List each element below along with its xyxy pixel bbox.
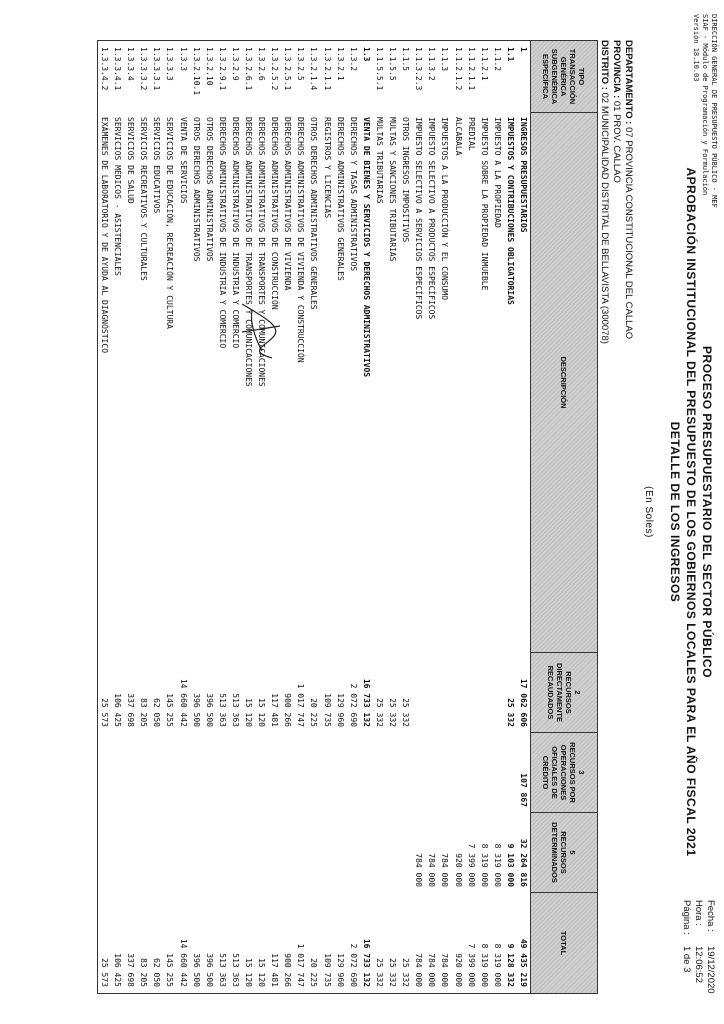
table-row — [373, 41, 386, 993]
row-c5 — [334, 813, 347, 893]
row-code: 1.3.3.3.1 — [152, 47, 162, 91]
distrito-label: DISTRITO : — [599, 40, 610, 90]
row-c2: 129 960 — [335, 693, 345, 727]
col-header-c3-label: RECURSOS POR OPERACIONES OFICIALES DE CRÉDITO — [541, 742, 578, 803]
col-header-code: TIPO TRANSACCIÓN GENÉRICA SUBGENÉRICA ESPECÍFICA — [531, 41, 597, 113]
row-c5 — [386, 813, 399, 893]
table-row — [360, 41, 373, 993]
col-header-c5-label: RECURSOS DETERMINADOS — [550, 822, 569, 883]
row-c5 — [255, 813, 268, 893]
row-description: IMPUESTO A LA PROPIEDAD — [492, 117, 502, 228]
row-c2: 337 698 — [126, 693, 136, 727]
row-code: 1.3.2.1.4 — [309, 47, 319, 91]
row-c5 — [150, 813, 163, 893]
row-c3 — [399, 733, 412, 813]
income-table — [97, 40, 598, 994]
row-description: IMPUESTOS A LA PRODUCCIÓN Y EL CONSUMO — [440, 117, 450, 301]
table-row — [294, 41, 307, 993]
row-total: 109 735 — [322, 953, 332, 987]
col-header-c3-num: 3 — [577, 770, 587, 775]
row-description: IMPUESTOS Y CONTRIBUCIONES OBLIGATORIAS — [505, 117, 515, 305]
row-code: 1.3.3.4 — [126, 47, 136, 81]
row-c3 — [425, 733, 438, 813]
hora-label: Hora : — [693, 900, 704, 926]
col-header-description: DESCRIPCIÓN — [531, 113, 597, 653]
col-header-c5 — [531, 813, 597, 893]
row-c2 — [451, 653, 464, 733]
row-c5: 784 000 — [440, 853, 450, 887]
row-total: 145 255 — [165, 953, 175, 987]
distrito-value: 02 MUNICIPALIDAD DISTRITAL DE BELLAVISTA (300078) — [599, 92, 610, 344]
row-c5 — [176, 813, 189, 893]
col-header-total: TOTAL — [559, 930, 569, 956]
row-description: VENTA DE SERVICIOS — [178, 117, 188, 204]
row-description: SERVICIOS DE EDUCACIÓN, RECREACIÓN Y CULTURA — [165, 117, 175, 329]
row-total: 25 573 — [100, 958, 109, 987]
table-row — [451, 41, 464, 993]
pagina-label: Página : — [681, 900, 692, 935]
table-row — [425, 41, 438, 993]
row-c5 — [137, 813, 150, 893]
row-c2: 513 363 — [230, 693, 240, 727]
col-header-c5-num: 5 — [568, 850, 578, 855]
row-c5: 920 000 — [453, 853, 463, 887]
row-c5 — [399, 813, 412, 893]
distrito-line — [599, 40, 610, 344]
row-c5 — [242, 813, 255, 893]
row-c3 — [137, 733, 150, 813]
row-total: 396 500 — [191, 953, 201, 987]
row-total: 15 120 — [244, 958, 254, 987]
row-code: 1.3.2.5.1 — [283, 47, 293, 91]
row-total: 396 500 — [204, 953, 214, 987]
row-c3 — [347, 733, 360, 813]
row-code: 1.1.2.1.1 — [466, 47, 476, 91]
row-c2: 16 733 132 — [361, 678, 371, 727]
row-c5 — [216, 813, 229, 893]
departamento-value: 07 PROVINCIA CONSTITUCIONAL DEL CALLAO — [623, 127, 634, 340]
row-code: 1.3.2.9.1 — [217, 47, 227, 91]
row-description: MULTAS TRIBUTARIAS — [374, 117, 384, 204]
row-description: EXÁMENES DE LABORATORIO Y DE AYUDA AL DIAGNÓSTICO — [100, 117, 109, 354]
col-header-c2 — [531, 653, 597, 733]
row-total: 106 425 — [113, 953, 123, 987]
row-c3 — [229, 733, 242, 813]
row-code: 1.3.2.6.1 — [244, 47, 254, 91]
row-description: DERECHOS ADMINISTRATIVOS DE VIVIENDA Y CONSTRUCCIÓN — [296, 117, 306, 363]
row-c2: 25 332 — [374, 698, 384, 727]
table-row — [412, 41, 425, 993]
row-c5: 32 264 816 — [519, 838, 528, 887]
pagina-value: 1 de 3 — [681, 946, 692, 973]
row-total: 15 120 — [257, 958, 267, 987]
col-header-c3 — [531, 733, 597, 813]
provincia-value: 01 PROV. CALLAO — [611, 100, 622, 183]
row-description: IMPUESTO SOBRE LA PROPIEDAD INMUEBLE — [479, 117, 489, 291]
row-c5 — [111, 813, 124, 893]
row-c3 — [360, 733, 373, 813]
row-c2: 15 120 — [257, 698, 267, 727]
table-row — [504, 41, 517, 993]
row-c3 — [268, 733, 281, 813]
row-code: 1.1.2 — [492, 47, 502, 72]
table-row — [124, 41, 137, 993]
row-total: 337 698 — [126, 953, 136, 987]
row-code: 1.3 — [361, 47, 371, 62]
table-row — [255, 41, 268, 993]
row-c2: 145 255 — [165, 693, 175, 727]
table-row — [111, 41, 124, 993]
table-row — [281, 41, 294, 993]
row-description: DERECHOS ADMINISTRATIVOS DE INDUSTRIA Y COMERCIO — [217, 117, 227, 349]
row-c3 — [465, 733, 478, 813]
row-c5 — [281, 813, 294, 893]
col-header-c2-num: 2 — [573, 690, 582, 695]
table-row — [491, 41, 504, 993]
row-description: OTROS DERECHOS ADMINISTRATIVOS — [191, 117, 201, 262]
row-code: 1.1.3 — [440, 47, 450, 72]
row-c3 — [294, 733, 307, 813]
currency-note: (En Soles) — [643, 486, 654, 538]
row-c2: 20 225 — [309, 698, 319, 727]
row-c5: 9 103 000 — [505, 843, 515, 887]
row-c2 — [438, 653, 451, 733]
row-code: 1.3.2.10.1 — [191, 47, 201, 96]
row-c3 — [163, 733, 176, 813]
row-code: 1 — [519, 47, 528, 52]
row-c5 — [321, 813, 334, 893]
row-c5: 8 319 000 — [492, 843, 502, 887]
row-description: IMPUESTO SELECTIVO A PRODUCTOS ESPECÍFICOS — [427, 117, 437, 320]
row-c5 — [294, 813, 307, 893]
row-c5 — [360, 813, 373, 893]
org-line-2: SIAF - Módulo de Programación y Formulación — [701, 14, 709, 196]
row-code: 1.3.2.1 — [335, 47, 345, 81]
row-code: 1.3.2.1.1 — [322, 47, 332, 91]
row-description: ALCABALA — [453, 117, 463, 156]
row-total: 20 225 — [309, 958, 319, 987]
row-total: 1 017 747 — [296, 943, 306, 987]
row-code: 1.3.2.10 — [204, 47, 214, 86]
row-description: DERECHOS ADMINISTRATIVOS DE TRANSPORTES Y COMUNICACIONES — [244, 117, 254, 387]
date-box — [680, 900, 716, 994]
row-c3 — [373, 733, 386, 813]
row-code: 1.1.5.5 — [388, 47, 398, 81]
row-c3: 107 867 — [519, 773, 528, 807]
row-c3 — [386, 733, 399, 813]
row-total: 7 399 000 — [466, 943, 476, 987]
row-total: 25 332 — [374, 958, 384, 987]
row-c5 — [307, 813, 320, 893]
row-total: 9 128 332 — [505, 943, 515, 987]
table-row — [268, 41, 281, 993]
row-c2: 25 332 — [401, 698, 411, 727]
row-c5 — [163, 813, 176, 893]
row-c3 — [203, 733, 216, 813]
row-c3 — [334, 733, 347, 813]
row-c3 — [255, 733, 268, 813]
row-c2: 900 266 — [283, 693, 293, 727]
report-title: PROCESO PRESUPUESTARIO DEL SECTOR PÚBLICO — [700, 346, 714, 678]
table-row — [517, 41, 530, 993]
table-row — [242, 41, 255, 993]
table-row — [216, 41, 229, 993]
row-code: 1.3.3.3 — [165, 47, 175, 81]
table-row — [307, 41, 320, 993]
row-code: 1.3.3.4.2 — [100, 47, 109, 91]
row-total: 784 000 — [427, 953, 437, 987]
row-code: 1.3.2 — [348, 47, 358, 72]
departamento-line — [623, 40, 634, 339]
row-code: 1.1 — [505, 47, 515, 62]
row-total: 784 000 — [414, 953, 424, 987]
row-c3 — [176, 733, 189, 813]
row-c2: 513 363 — [217, 693, 227, 727]
row-c2: 109 735 — [322, 693, 332, 727]
row-code: 1.3.2.9 — [230, 47, 240, 81]
fecha-label: Fecha : — [705, 900, 716, 932]
table-row — [347, 41, 360, 993]
row-description: DERECHOS ADMINISTRATIVOS DE VIVIENDA — [283, 117, 293, 291]
row-total: 920 000 — [453, 953, 463, 987]
row-c3 — [242, 733, 255, 813]
provincia-label: PROVINCIA : — [611, 40, 622, 99]
row-c5 — [98, 813, 111, 893]
row-c5: 7 399 000 — [466, 843, 476, 887]
table-row — [163, 41, 176, 993]
row-code: 1.1.3.2 — [427, 47, 437, 81]
row-description: SERVICIOS RECREATIVOS Y CULTURALES — [139, 117, 149, 281]
row-description: DERECHOS Y TASAS ADMINISTRATIVOS — [348, 117, 358, 272]
table-row — [465, 41, 478, 993]
table-row — [386, 41, 399, 993]
row-c5: 8 319 000 — [479, 843, 489, 887]
row-c2: 25 332 — [505, 698, 515, 727]
row-description: DERECHOS ADMINISTRATIVOS GENERALES — [335, 117, 345, 281]
table-body — [98, 41, 530, 993]
row-description: VENTA DE BIENES Y SERVICIOS Y DERECHOS ADMINISTRATIVOS — [361, 117, 371, 378]
row-code: 1.1.2.1 — [479, 47, 489, 81]
row-description: PREDIAL — [466, 117, 476, 151]
row-description: DERECHOS ADMINISTRATIVOS DE TRANSPORTES Y COMUNICACIONES — [257, 117, 267, 387]
row-c5 — [268, 813, 281, 893]
table-row — [438, 41, 451, 993]
row-total: 2 072 690 — [348, 943, 358, 987]
row-code: 1.1.3.2.3 — [414, 47, 424, 91]
row-description: SERVICIOS DE SALUD — [126, 117, 136, 204]
row-description: MULTAS Y SANCIONES TRIBUTARIAS — [388, 117, 398, 262]
table-row — [399, 41, 412, 993]
row-description: DERECHOS ADMINISTRATIVOS DE INDUSTRIA Y COMERCIO — [230, 117, 240, 349]
row-c3 — [321, 733, 334, 813]
row-total: 8 319 000 — [479, 943, 489, 987]
row-c2: 25 332 — [388, 698, 398, 727]
col-header-c2-label: RECURSOS DIRECTAMENTE RECAUDADOS — [546, 662, 573, 723]
table-row — [98, 41, 111, 993]
row-total: 25 332 — [401, 958, 411, 987]
row-total: 513 363 — [217, 953, 227, 987]
row-total: 16 733 132 — [361, 938, 371, 987]
row-c2: 83 205 — [139, 698, 149, 727]
row-total: 62 050 — [152, 958, 162, 987]
row-code: 1.3.2.6 — [257, 47, 267, 81]
row-code: 1.3.3.3.2 — [139, 47, 149, 91]
row-c2 — [465, 653, 478, 733]
row-total: 513 363 — [230, 953, 240, 987]
report-subtitle: APROBACIÓN INSTITUCIONAL DEL PRESUPUESTO DE LOS GOBIERNOS LOCALES PARA EL AÑO FISCAL 2021 — [684, 167, 698, 857]
row-c3 — [281, 733, 294, 813]
row-c3 — [438, 733, 451, 813]
row-c3 — [307, 733, 320, 813]
row-total: 129 960 — [335, 953, 345, 987]
row-code: 1.3.2.5 — [296, 47, 306, 81]
row-c2 — [412, 653, 425, 733]
table-header — [530, 41, 597, 993]
provincia-line — [611, 40, 622, 183]
row-c2: 17 062 606 — [519, 678, 528, 727]
org-line-3: Versión 18.10.03 — [692, 14, 700, 82]
row-c3 — [150, 733, 163, 813]
report-section: DETALLE DE LOS INGRESOS — [668, 421, 682, 603]
row-c2: 14 660 442 — [178, 678, 188, 727]
row-description: SERVICIOS MÉDICOS - ASISTENCIALES — [113, 117, 123, 276]
row-description: SERVICIOS EDUCATIVOS — [152, 117, 162, 214]
row-c5 — [124, 813, 137, 893]
row-c5 — [203, 813, 216, 893]
row-c5 — [347, 813, 360, 893]
row-c2 — [491, 653, 504, 733]
row-description: DERECHOS ADMINISTRATIVOS DE CONSTRUCCIÓN — [270, 117, 280, 310]
row-c2: 117 481 — [270, 693, 280, 727]
row-c2 — [425, 653, 438, 733]
row-code: 1.1.5.5.1 — [374, 47, 384, 91]
row-c2: 62 050 — [152, 698, 162, 727]
row-c3 — [111, 733, 124, 813]
row-code: 1.3.3.4.1 — [113, 47, 123, 91]
hora-value: 12:06:52 — [693, 946, 704, 983]
row-code: 1.1.2.1.2 — [453, 47, 463, 91]
fecha-value: 19/12/2020 — [705, 946, 716, 994]
row-description: OTROS DERECHOS ADMINISTRATIVOS — [204, 117, 214, 262]
row-description: REGISTROS Y LICENCIAS — [322, 117, 332, 219]
row-c3 — [216, 733, 229, 813]
table-row — [203, 41, 216, 993]
row-c3 — [478, 733, 491, 813]
table-row — [321, 41, 334, 993]
row-total: 900 266 — [283, 953, 293, 987]
row-c3 — [412, 733, 425, 813]
row-total: 49 435 219 — [519, 938, 528, 987]
row-description: OTROS DERECHOS ADMINISTRATIVOS GENERALES — [309, 117, 319, 310]
row-c2: 15 120 — [244, 698, 254, 727]
row-c2 — [478, 653, 491, 733]
row-c5 — [373, 813, 386, 893]
row-c2: 396 500 — [191, 693, 201, 727]
row-total: 25 332 — [388, 958, 398, 987]
table-row — [190, 41, 203, 993]
row-c3 — [190, 733, 203, 813]
row-description: INGRESOS PRESUPUESTARIOS — [519, 117, 528, 233]
row-c3 — [491, 733, 504, 813]
row-c2: 1 017 747 — [296, 683, 306, 727]
table-row — [478, 41, 491, 993]
row-c3 — [124, 733, 137, 813]
row-total: 117 481 — [270, 953, 280, 987]
table-row — [229, 41, 242, 993]
row-c3 — [504, 733, 517, 813]
table-row — [137, 41, 150, 993]
row-description: OTROS INGRESOS IMPOSITIVOS — [401, 117, 411, 243]
row-c2: 2 072 690 — [348, 683, 358, 727]
signature-mark — [232, 296, 292, 366]
row-total: 14 660 442 — [178, 938, 188, 987]
row-c3 — [98, 733, 111, 813]
org-line-1: DIRECCIÓN GENERAL DE PRESUPUESTO PÚBLICO - MEF — [710, 14, 718, 208]
row-c2: 25 573 — [100, 698, 109, 727]
table-row — [176, 41, 189, 993]
row-c5: 784 000 — [427, 853, 437, 887]
row-total: 83 205 — [139, 958, 149, 987]
row-total: 8 319 000 — [492, 943, 502, 987]
row-total: 784 000 — [440, 953, 450, 987]
row-code: 1.3.3 — [178, 47, 188, 72]
row-c5 — [229, 813, 242, 893]
row-description: IMPUESTO SELECTIVO A SERVICIOS ESPECÍFICOS — [414, 117, 424, 320]
row-c2: 106 425 — [113, 693, 123, 727]
row-c2: 396 500 — [204, 693, 214, 727]
table-row — [334, 41, 347, 993]
row-code: 1.3.2.5.2 — [270, 47, 280, 91]
row-c5: 784 000 — [414, 853, 424, 887]
row-c5 — [190, 813, 203, 893]
departamento-label: DEPARTAMENTO : — [623, 40, 634, 125]
row-code: 1.1.5 — [401, 47, 411, 72]
row-c3 — [451, 733, 464, 813]
table-row — [150, 41, 163, 993]
